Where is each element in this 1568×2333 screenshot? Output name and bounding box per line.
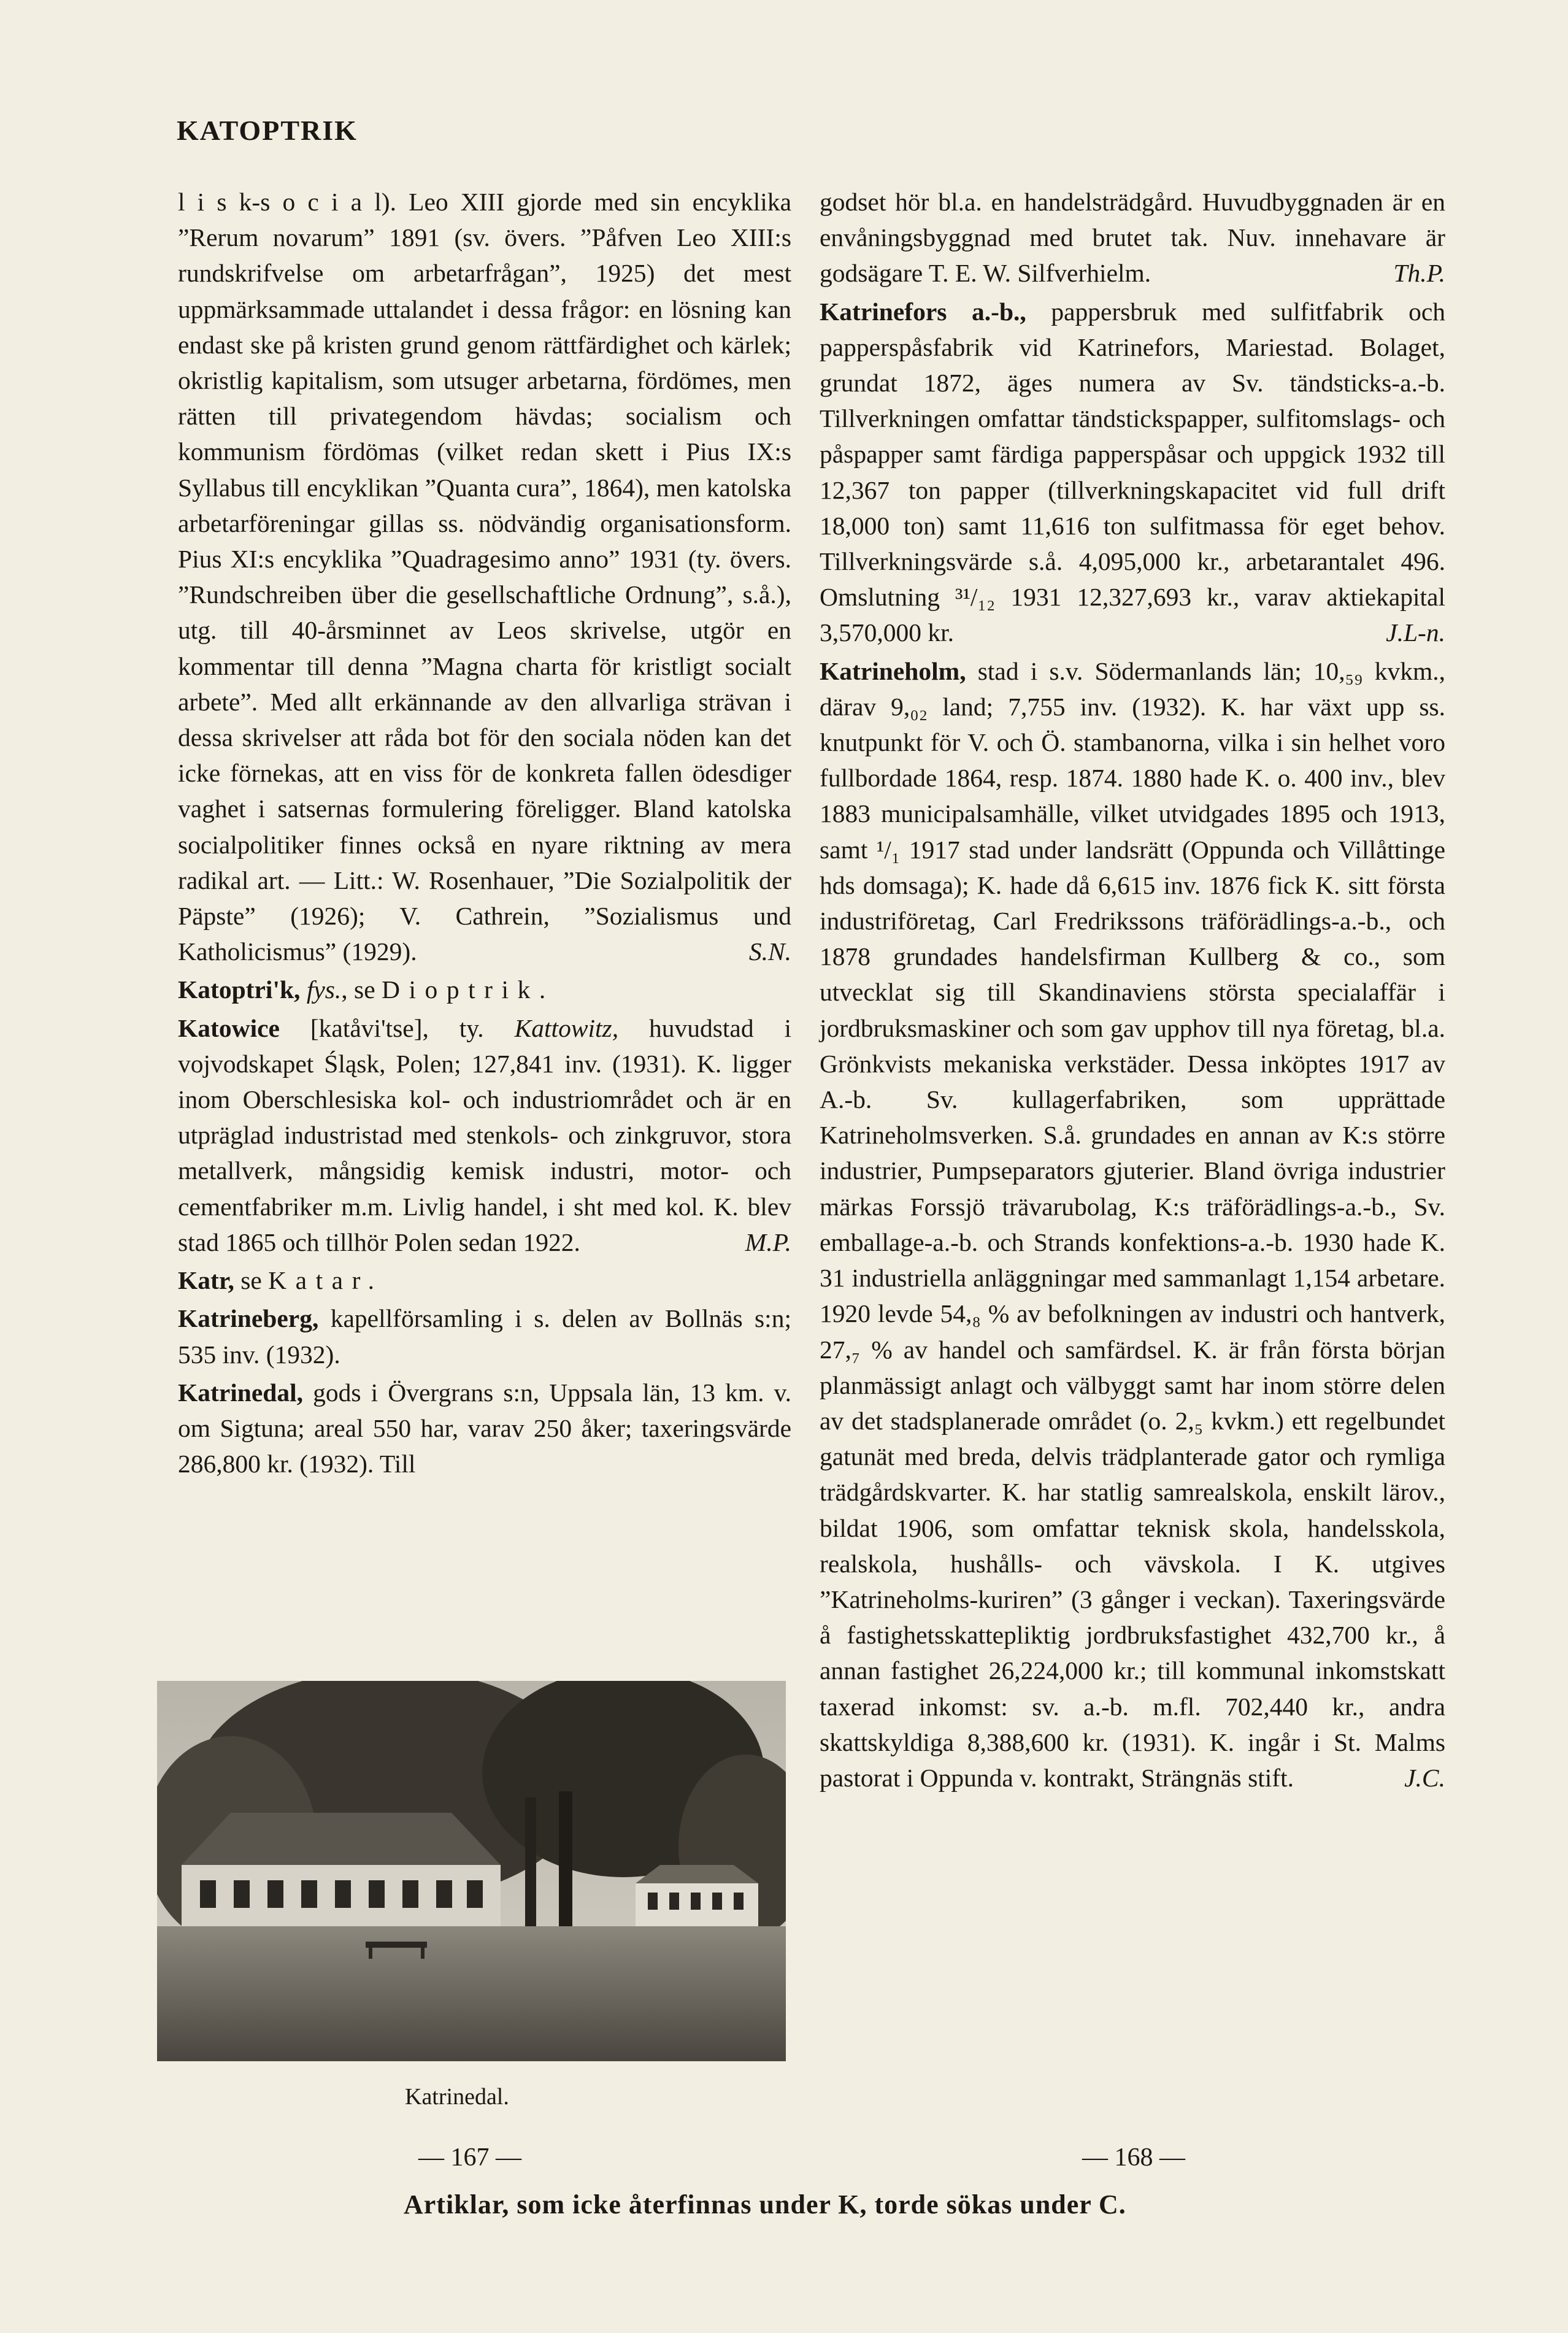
entry-continuation xyxy=(178,184,791,969)
alt-name: Kattowitz, xyxy=(514,1013,619,1042)
left-column xyxy=(178,184,791,1482)
headword: Katoptri'k, xyxy=(178,975,301,1004)
photo-image xyxy=(157,1681,786,2061)
cross-reference: Katar. xyxy=(268,1266,383,1295)
entry-katrinefors xyxy=(820,294,1445,651)
headword: Katrineholm, xyxy=(820,656,966,685)
entry-katowice xyxy=(178,1010,791,1260)
see-label: , se xyxy=(341,975,375,1004)
figure-caption: Katrinedal. xyxy=(405,2084,509,2110)
page-number-right: — 168 — xyxy=(1082,2143,1185,2172)
headword: Katrinefors a.-b., xyxy=(820,297,1026,326)
footer-note: Artiklar, som icke återfinnas under K, torde sökas under C. xyxy=(404,2189,1126,2220)
entry-text: [katåvi'tse], ty. xyxy=(310,1013,484,1042)
entry-katoptrik xyxy=(178,972,791,1007)
entry-text: stad i s.v. Södermanlands län; 10,₅₉ kvkm., därav 9,₀₂ land; 7,755 inv. (1932). K. har växt upp ss. knutpunkt för V. och Ö. stambanorna, vilka i sin helhet voro fullbordade 1864, resp. 1874. 1880 hade K. o. 400 inv., blev 1883 municipalsamhälle, vilket utvidgades 1895 och 1913, samt ¹/₁ 1917 stad under landsrätt (Oppunda och Villåttinge hds domsaga); K. hade då 6,615 inv. 1876 fick K. sitt första industriföretag, Carl Fredrikssons träförädlings-a.-b., och 1878 grundades handelsfirman Kullberg & co., som utvecklat sig till Skandinaviens största specialaffär i jordbruksmaskiner och som gav upphov till nya företag, bl.a. Grönkvists mekaniska verkstäder. Dessa inköptes 1917 av A.-b. Sv. kullagerfabriken, som upprättade Katrineholmsverken. S.å. grundades en annan av K:s större industrier, Pumpseparators gjuterier. Bland övriga industrier märkas Forssjö trävarubolag, K:s träförädlings-a.-b., Sv. emballage-a.-b. och Strands konfektions-a.-b. 1930 hade K. 31 industriella anläggningar med sammanlagt 1,154 arbetare. 1920 levde 54,₈ % av befolkningen av industri och hantverk, 27,₇ % av handel och samfärdsel. K. är från första början planmässigt anlagt och välbyggt samt har inom större delen av det stadsplanerade området (o. 2,₅ kvkm.) ett regelbundet gatunät med breda, delvis trädplanterade gator och rymliga trädgårdskvarter. K. har statlig samrealskola, enskilt lärov., bildat 1906, som omfattar teknisk skola, handelsskola, realskola, hushålls- och vävskola. I K. utgives ”Katrineholms-kuriren” (3 gånger i veckan). Taxeringsvärde å fastighetsskattepliktig jordbruksfastighet 432,700 kr., å annan fastighet 26,224,000 kr.; till kommunal inkomstskatt taxerad inkomst: sv. a.-b. m.fl. 702,440 kr., andra skattskyldiga 8,388,600 kr. (1931). K. ingår i St. Malms pastorat i Oppunda v. kontrakt, Strängnäs stift. xyxy=(820,656,1445,1792)
running-head: KATOPTRIK xyxy=(177,115,358,146)
entry-text: huvudstad i vojvodskapet Śląsk, Polen; 127,841 inv. (1931). K. ligger inom Oberschlesiska kol- och industriområdet och är en utpräglad industristad med stenkols- och zinkgruvor, stora metallverk, mångsidig kemisk industri, motor- och cementfabriker m.m. Livlig handel, i sht med kol. K. blev stad 1865 och tillhör Polen sedan 1922. xyxy=(178,1013,792,1256)
right-column xyxy=(820,184,1445,1796)
entry-katrineholm xyxy=(820,653,1445,1796)
abbreviation: fys. xyxy=(306,975,342,1004)
entry-text: l i s k-s o c i a l). Leo XIII gjorde med sin encyklika ”Rerum novarum” 1891 (sv. övers. ”Påfven Leo XIII:s rundskrifvelse om arbetarfrågan”, 1925) det mest uppmärksammade uttalandet i dessa frågor: en lösning kan endast ske på kristen grund genom rättfärdighet och kärlek; okristlig kapitalism, som utsuger arbetarna, fördömes, men rätten till privategendom hävdas; socialism och kommunism fördömas (vilket redan skett i Pius IX:s Syllabus till encyklikan ”Quanta cura”, 1864), men katolska arbetarföreningar gillas ss. nödvändig organisationsform. Pius XI:s encyklika ”Quadragesimo anno” 1931 (ty. övers. ”Rundschreiben über die gesellschaftliche Ordnung”, s.å.), utg. till 40-årsminnet av Leos skrivelse, utgör en kommentar till denna ”Magna charta för kristligt socialt arbete”. Med allt erkännande av den allvarliga strävan i dessa skrivelser att råda bot för den sociala nöden kan det icke förnekas, att en viss för de konkreta fallen ödesdiger vaghet i satsernas formulering föreligger. Bland katolska socialpolitiker finnes också en nyare riktning av mera radikal art. — Litt.: W. Rosenhauer, ”Die Sozialpolitik der Päpste” (1926); V. Cathrein, ”Sozialismus und Katholicismus” (1929). xyxy=(178,188,791,966)
cross-reference: Dioptrik. xyxy=(382,975,555,1004)
headword: Katr, xyxy=(178,1266,234,1295)
author-signature: Th.P. xyxy=(1393,259,1445,288)
author-signature: M.P. xyxy=(745,1228,791,1256)
katrinedal-photo xyxy=(157,1681,786,2061)
entry-text: kapellförsamling i s. delen av Bollnäs s:n; 535 inv. (1932). xyxy=(178,1304,791,1369)
see-label: se xyxy=(240,1266,262,1295)
headword: Katowice xyxy=(178,1013,280,1042)
entry-katrinedal-continued xyxy=(820,184,1445,291)
author-signature: J.C. xyxy=(1404,1763,1445,1792)
author-signature: S.N. xyxy=(748,937,791,966)
author-signature: J.L-n. xyxy=(1386,618,1445,647)
entry-text: pappersbruk med sulfitfabrik och papperspåsfabrik vid Katrinefors, Mariestad. Bolaget, grundat 1872, äges numera av Sv. tändsticks-a.-b. Tillverkningen omfattar tändstickspapper, sulfitomslags- och påspapper samt färdiga papperspåsar och uppgick 1932 till 12,367 ton papper (tillverkningskapacitet vid full drift 18,000 ton) samt 11,616 ton sulfitmassa för eget behov. Tillverkningsvärde s.å. 4,095,000 kr., arbetarantalet 496. Omslutning ³¹/₁₂ 1931 12,327,693 kr., varav aktiekapital 3,570,000 kr. xyxy=(820,297,1445,647)
entry-text: gods i Övergrans s:n, Uppsala län, 13 km. v. om Sigtuna; areal 550 har, varav 250 åker; taxeringsvärde 286,800 kr. (1932). Till xyxy=(178,1378,792,1478)
headword: Katrineberg, xyxy=(178,1304,319,1333)
entry-katrineberg xyxy=(178,1301,791,1372)
entry-text: godset hör bl.a. en handelsträdgård. Huvudbyggnaden är en envåningsbyggnad med brutet tak. Nuv. innehavare är godsägare T. E. W. Silfverhielm. xyxy=(820,188,1445,288)
entry-katr xyxy=(178,1263,791,1298)
page-number-left: — 167 — xyxy=(418,2143,521,2172)
entry-katrinedal xyxy=(178,1375,791,1482)
headword: Katrinedal, xyxy=(178,1378,304,1407)
